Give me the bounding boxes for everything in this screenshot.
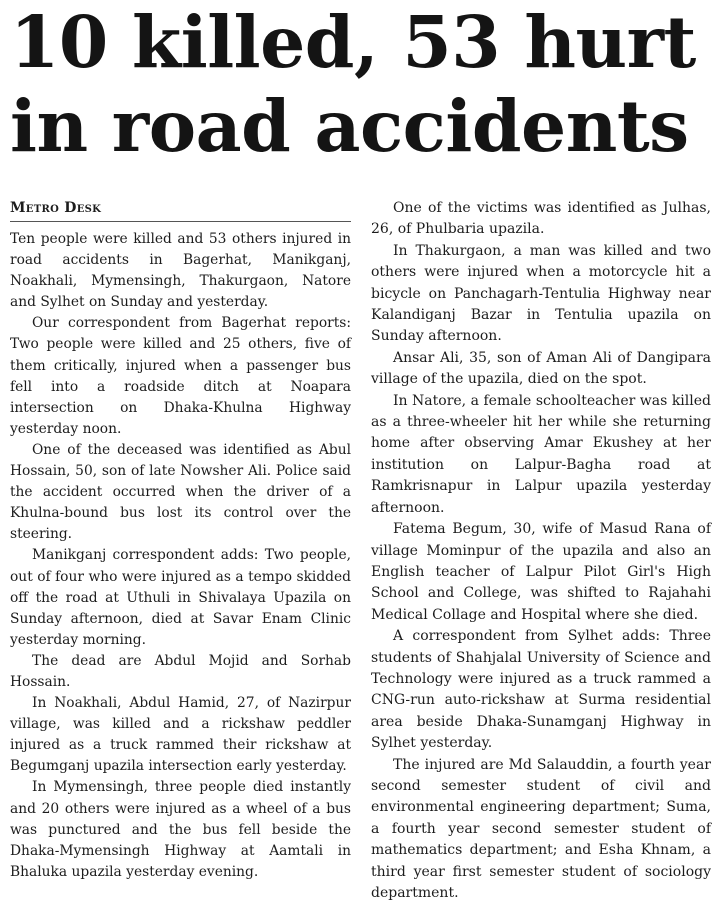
paragraph: In Natore, a female schoolteacher was killed as a three-wheeler hit her while she returning home after observing Amar Ekushey at her institution on Lalpur-Bagha road at Ramkrisnapur in Lalpur upazila yesterday afternoon. [371, 392, 711, 516]
article-column-right [371, 198, 711, 904]
paragraph: Our correspondent from Bagerhat reports: Two people were killed and 25 others, five of them critically, injured when a passenger bus fell into a roadside ditch at Noapara intersection on Dhaka-Khulna Highway yesterday noon. [10, 315, 351, 437]
headline: 10 killed, 53 hurt in road accidents [10, 0, 696, 168]
paragraph: One of the victims was identified as Julhas, 26, of Phulbaria upazila. [371, 200, 711, 238]
paragraph: The injured are Md Salauddin, a fourth year second semester student of civil and environmental engineering department; Suma, a fourth year second semester student of mathematics department; and Esha Khnam, a third year first semester student of sociology department. [371, 756, 711, 901]
paragraph: A correspondent from Sylhet adds: Three students of Shahjalal University of Science and Technology were injured as a truck rammed a CNG-run auto-rickshaw at Surma residential area beside Dhaka-Sunamganj Highway in Sylhet yesterday. [371, 628, 711, 752]
paragraph: Manikganj correspondent adds: Two people, out of four who were injured as a tempo skidded off the road at Uthuli in Shivalaya Upazila on Sunday afternoon, died at Savar Enam Clinic yesterday morning. [10, 547, 351, 648]
paragraph: In Mymensingh, three people died instantly and 20 others were injured as a wheel of a bus was punctured and the bus fell beside the Dhaka-Mymensingh Highway at Aamtali in Bhaluka upazila yesterday evening. [10, 779, 351, 880]
paragraph: Ansar Ali, 35, son of Aman Ali of Dangipara village of the upazila, died on the spot. [371, 349, 711, 388]
paragraph: One of the deceased was identified as Abul Hossain, 50, son of late Nowsher Ali. Police said the accident occurred when the driver of a Khulna-bound bus lost its control over the steering. [10, 441, 351, 543]
paragraph: The dead are Abdul Mojid and Sorhab Hossain. [10, 652, 351, 690]
paragraph: In Thakurgaon, a man was killed and two others were injured when a motorcycle hit a bicycle on Panchagarh-Tentulia Highway near Kalandiganj Bazar in Tentulia upazila on Sunday afternoon. [371, 242, 711, 345]
paragraph: Ten people were killed and 53 others injured in road accidents in Bagerhat, Manikganj, Noakhali, Mymensingh, Thakurgaon, Natore and Sylhet on Sunday and yesterday. [10, 231, 351, 311]
article-column-left [10, 198, 351, 883]
paragraph: In Noakhali, Abdul Hamid, 27, of Nazirpur village, was killed and a rickshaw peddler injured as a truck rammed their rickshaw at Begumganj upazila intersection early yesterday. [10, 695, 351, 775]
byline: Metro Desk [10, 198, 351, 222]
paragraph: Fatema Begum, 30, wife of Masud Rana of village Mominpur of the upazila and also an English teacher of Lalpur Pilot Girl's High School and College, was shifted to Rajahahi Medical Collage and Hospital where she died. [371, 521, 711, 623]
